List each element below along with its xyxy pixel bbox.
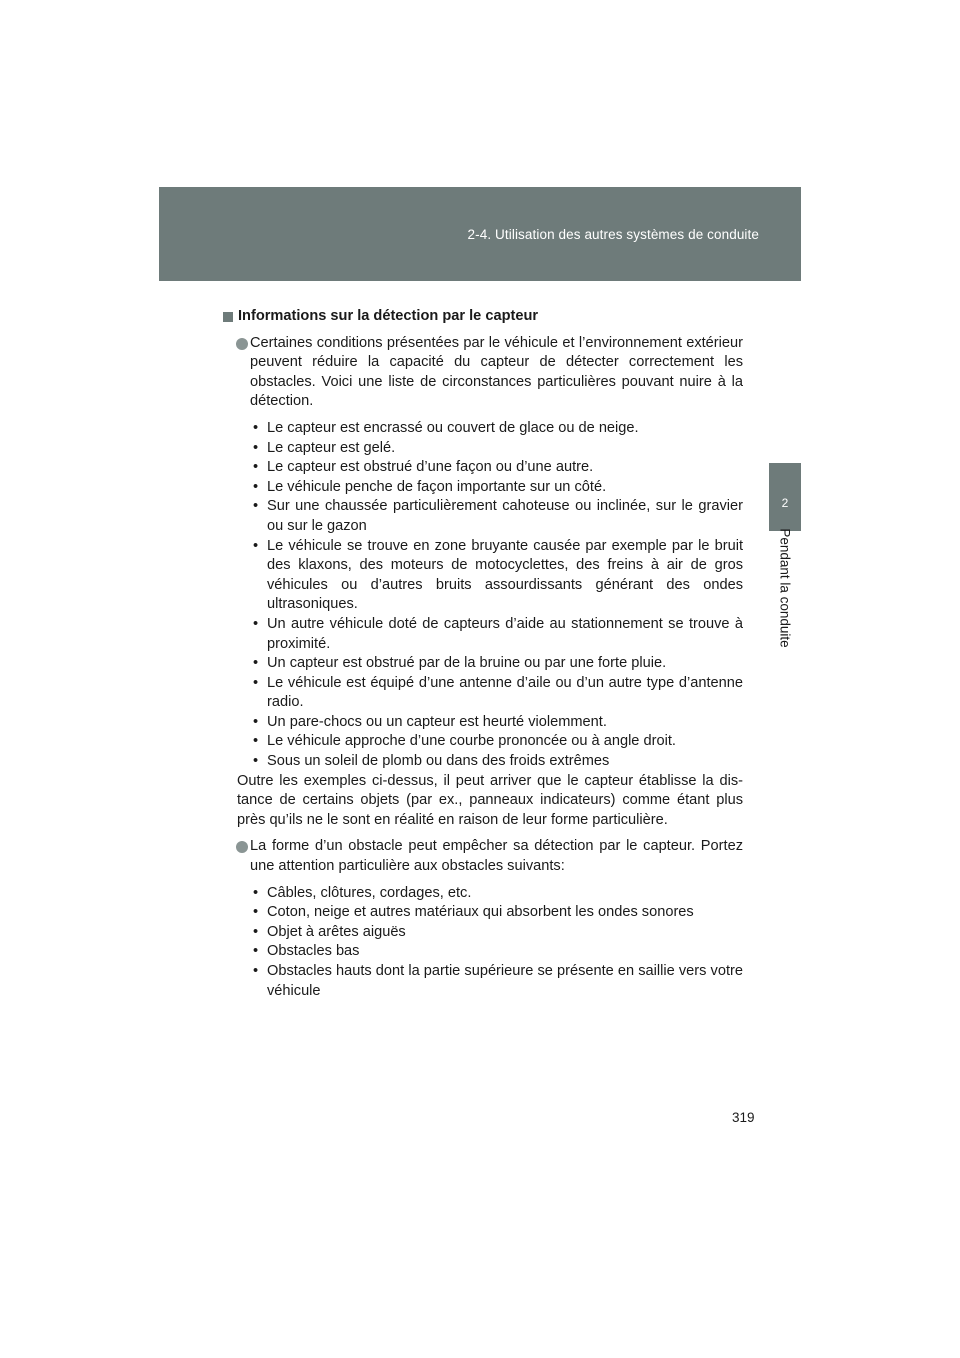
bullet-icon: • [253,537,259,554]
chapter-number: 2 [781,496,789,510]
bullet-icon: • [253,615,259,632]
list-item: • Sous un soleil de plomb ou dans des froids extrêmes [250,752,743,772]
bullet-icon: • [253,655,259,672]
list-item: • Câbles, clôtures, cordages, etc. [250,884,743,904]
bullet-icon: • [253,884,259,901]
bullet-icon: • [253,753,259,770]
paragraph-2 [237,837,743,876]
bullet-icon: • [253,943,259,960]
list-item: • Objet à arêtes aiguës [250,923,743,943]
list-item: • Le véhicule penche de façon importante sur un côté. [250,478,743,498]
bullet-icon: • [253,459,259,476]
list-item: • Coton, neige et autres matériaux qui absorbent les ondes sonores [250,903,743,923]
bullet-icon: • [253,963,259,979]
chapter-label: Pendant la conduite [777,528,793,648]
paragraph-2-text: La forme d’un obstacle peut empêcher sa détection par le capteur. Portez une attention particulière aux obstacles suivants: [250,838,743,875]
header-band [159,187,801,281]
list-item: • Un capteur est obstrué par de la bruine ou par une forte pluie. [250,654,743,674]
bullet-icon: • [253,439,259,456]
square-bullet-icon [223,312,233,322]
bullet-icon: • [253,713,259,730]
list-item: • Obstacles hauts dont la partie supérieure se présente en saillie vers votre véhicule [253,963,743,999]
list-item: • Le véhicule approche d’une courbe prononcée ou à angle droit. [250,732,743,752]
list-item: • Sur une chaussée particulièrement cahoteuse ou inclinée, sur le gravier ou sur le gazon [253,498,743,534]
note-paragraph: Outre les exemples ci-dessus, il peut arriver que le capteur établisse la distance de certains objets (par ex., panneaux indicateurs) comme étant plus près qu’ils ne le sont en réalité en raison de leur forme particulière. [237,772,743,828]
heading-text: Informations sur la détection par le capteur [238,308,539,324]
circle-bullet-icon [236,338,248,350]
list-item: • Le véhicule se trouve en zone bruyante causée par exemple par le bruit des klaxons, des moteurs de motocyclettes, des freins à air de gros véhicules ou d’autres bruits assourdissants générant des ondes ultrasoniques. [253,537,743,613]
list-item: • Un autre véhicule doté de capteurs d’aide au stationnement se trouve à proximité. [253,615,743,652]
bullet-icon: • [253,674,259,691]
bullet-icon: • [253,904,259,921]
list-item: • Le capteur est gelé. [250,439,743,459]
bullet-icon: • [253,498,259,515]
bullet-icon: • [253,478,259,495]
main-content [237,307,743,1001]
list-item: • Le capteur est encrassé ou couvert de glace ou de neige. [250,419,743,439]
bullet-icon: • [253,733,259,750]
section-heading [237,307,743,327]
bullet-icon: • [253,419,259,436]
bullet-icon: • [253,923,259,940]
paragraph-1 [237,334,743,412]
chapter-tab [769,463,801,531]
circle-bullet-icon [236,841,248,853]
conditions-list [237,419,743,772]
list-item: • Le capteur est obstrué d’une façon ou d’une autre. [250,458,743,478]
obstacles-list [237,884,743,1002]
list-item: • Le véhicule est équipé d’une antenne d’aile ou d’un autre type d’antenne radio. [253,674,743,711]
list-item: • Un pare-chocs ou un capteur est heurté violemment. [250,713,743,733]
paragraph-1-text: Certaines conditions présentées par le véhicule et l’environnement extérieur peuvent réduire la capacité du capteur de détecter correctement les obstacles. Voici une liste de circonstances particulières pouvant nuire à la détection. [250,334,743,410]
page-number: 319 [732,1110,755,1125]
list-item: • Obstacles bas [250,942,743,962]
section-title: 2-4. Utilisation des autres systèmes de conduite [467,227,759,242]
